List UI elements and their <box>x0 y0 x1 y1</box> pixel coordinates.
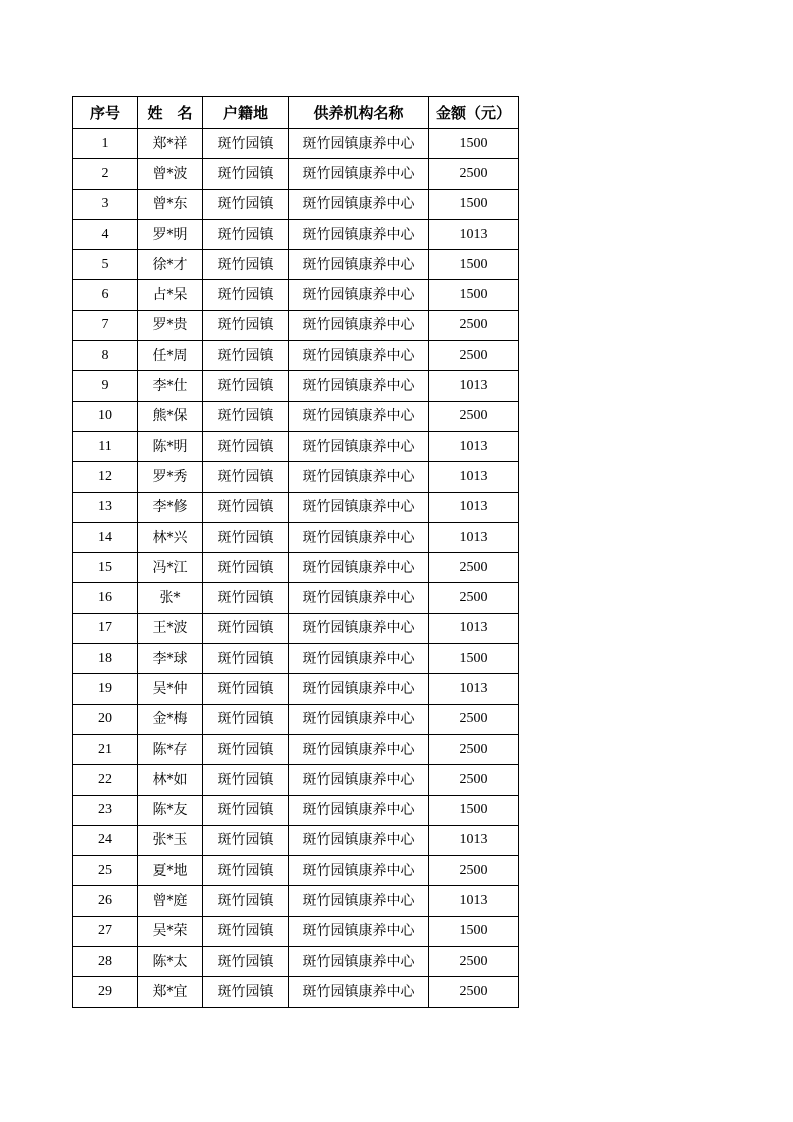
table-row <box>73 644 519 674</box>
cell-amount: 2500 <box>429 977 519 1007</box>
cell-institution: 斑竹园镇康养中心 <box>289 341 429 371</box>
cell-hometown: 斑竹园镇 <box>203 613 289 643</box>
cell-hometown: 斑竹园镇 <box>203 371 289 401</box>
table-row <box>73 280 519 310</box>
cell-name: 王*波 <box>138 613 203 643</box>
cell-hometown: 斑竹园镇 <box>203 825 289 855</box>
cell-name: 张*玉 <box>138 825 203 855</box>
cell-seq: 13 <box>73 492 138 522</box>
cell-seq: 14 <box>73 522 138 552</box>
table-row <box>73 159 519 189</box>
cell-amount: 1013 <box>429 462 519 492</box>
cell-seq: 2 <box>73 159 138 189</box>
cell-amount: 1013 <box>429 219 519 249</box>
cell-name: 罗*贵 <box>138 310 203 340</box>
cell-amount: 1500 <box>429 916 519 946</box>
cell-name: 占*呆 <box>138 280 203 310</box>
cell-amount: 1013 <box>429 825 519 855</box>
header-name: 姓 名 <box>138 97 203 129</box>
cell-institution: 斑竹园镇康养中心 <box>289 583 429 613</box>
table-row <box>73 795 519 825</box>
cell-name: 罗*明 <box>138 219 203 249</box>
cell-seq: 23 <box>73 795 138 825</box>
table-row <box>73 856 519 886</box>
cell-name: 金*梅 <box>138 704 203 734</box>
cell-amount: 2500 <box>429 310 519 340</box>
cell-institution: 斑竹园镇康养中心 <box>289 310 429 340</box>
cell-institution: 斑竹园镇康养中心 <box>289 977 429 1007</box>
cell-institution: 斑竹园镇康养中心 <box>289 765 429 795</box>
cell-name: 吴*荣 <box>138 916 203 946</box>
table-row <box>73 583 519 613</box>
cell-institution: 斑竹园镇康养中心 <box>289 462 429 492</box>
cell-hometown: 斑竹园镇 <box>203 219 289 249</box>
cell-amount: 1500 <box>429 795 519 825</box>
cell-amount: 1013 <box>429 431 519 461</box>
cell-name: 李*球 <box>138 644 203 674</box>
cell-institution: 斑竹园镇康养中心 <box>289 371 429 401</box>
table-row <box>73 765 519 795</box>
table-row <box>73 947 519 977</box>
cell-name: 陈*友 <box>138 795 203 825</box>
cell-seq: 11 <box>73 431 138 461</box>
cell-institution: 斑竹园镇康养中心 <box>289 401 429 431</box>
cell-amount: 1500 <box>429 129 519 159</box>
table-row <box>73 734 519 764</box>
cell-seq: 5 <box>73 250 138 280</box>
cell-institution: 斑竹园镇康养中心 <box>289 674 429 704</box>
cell-name: 郑*祥 <box>138 129 203 159</box>
cell-institution: 斑竹园镇康养中心 <box>289 856 429 886</box>
cell-institution: 斑竹园镇康养中心 <box>289 734 429 764</box>
cell-institution: 斑竹园镇康养中心 <box>289 219 429 249</box>
table-row <box>73 492 519 522</box>
cell-institution: 斑竹园镇康养中心 <box>289 129 429 159</box>
cell-hometown: 斑竹园镇 <box>203 310 289 340</box>
cell-institution: 斑竹园镇康养中心 <box>289 492 429 522</box>
cell-seq: 15 <box>73 553 138 583</box>
table-row <box>73 674 519 704</box>
cell-seq: 22 <box>73 765 138 795</box>
cell-seq: 1 <box>73 129 138 159</box>
cell-seq: 28 <box>73 947 138 977</box>
cell-hometown: 斑竹园镇 <box>203 583 289 613</box>
cell-name: 冯*江 <box>138 553 203 583</box>
cell-seq: 9 <box>73 371 138 401</box>
cell-institution: 斑竹园镇康养中心 <box>289 644 429 674</box>
cell-institution: 斑竹园镇康养中心 <box>289 704 429 734</box>
cell-seq: 8 <box>73 341 138 371</box>
cell-hometown: 斑竹园镇 <box>203 795 289 825</box>
cell-amount: 1013 <box>429 492 519 522</box>
cell-hometown: 斑竹园镇 <box>203 734 289 764</box>
cell-amount: 1013 <box>429 674 519 704</box>
cell-hometown: 斑竹园镇 <box>203 341 289 371</box>
header-hometown: 户籍地 <box>203 97 289 129</box>
cell-name: 曾*东 <box>138 189 203 219</box>
cell-amount: 1013 <box>429 886 519 916</box>
table-body <box>73 129 519 1008</box>
cell-hometown: 斑竹园镇 <box>203 947 289 977</box>
cell-hometown: 斑竹园镇 <box>203 765 289 795</box>
table-row <box>73 250 519 280</box>
cell-name: 陈*明 <box>138 431 203 461</box>
cell-amount: 2500 <box>429 553 519 583</box>
cell-hometown: 斑竹园镇 <box>203 280 289 310</box>
cell-seq: 26 <box>73 886 138 916</box>
cell-seq: 21 <box>73 734 138 764</box>
table-row <box>73 129 519 159</box>
header-seq: 序号 <box>73 97 138 129</box>
cell-name: 李*修 <box>138 492 203 522</box>
cell-amount: 1013 <box>429 522 519 552</box>
cell-name: 曾*庭 <box>138 886 203 916</box>
cell-name: 林*如 <box>138 765 203 795</box>
cell-hometown: 斑竹园镇 <box>203 644 289 674</box>
cell-hometown: 斑竹园镇 <box>203 916 289 946</box>
cell-hometown: 斑竹园镇 <box>203 189 289 219</box>
cell-seq: 25 <box>73 856 138 886</box>
cell-hometown: 斑竹园镇 <box>203 977 289 1007</box>
cell-name: 陈*太 <box>138 947 203 977</box>
cell-seq: 12 <box>73 462 138 492</box>
cell-seq: 29 <box>73 977 138 1007</box>
cell-seq: 7 <box>73 310 138 340</box>
cell-seq: 18 <box>73 644 138 674</box>
cell-hometown: 斑竹园镇 <box>203 492 289 522</box>
cell-institution: 斑竹园镇康养中心 <box>289 189 429 219</box>
table-row <box>73 522 519 552</box>
cell-seq: 20 <box>73 704 138 734</box>
cell-amount: 1013 <box>429 371 519 401</box>
cell-institution: 斑竹园镇康养中心 <box>289 613 429 643</box>
cell-amount: 2500 <box>429 734 519 764</box>
cell-hometown: 斑竹园镇 <box>203 886 289 916</box>
cell-amount: 2500 <box>429 765 519 795</box>
cell-hometown: 斑竹园镇 <box>203 704 289 734</box>
cell-institution: 斑竹园镇康养中心 <box>289 522 429 552</box>
cell-institution: 斑竹园镇康养中心 <box>289 553 429 583</box>
cell-amount: 1500 <box>429 250 519 280</box>
cell-amount: 1500 <box>429 644 519 674</box>
cell-hometown: 斑竹园镇 <box>203 856 289 886</box>
header-amount: 金额（元） <box>429 97 519 129</box>
cell-institution: 斑竹园镇康养中心 <box>289 825 429 855</box>
cell-name: 张* <box>138 583 203 613</box>
cell-amount: 1500 <box>429 189 519 219</box>
cell-institution: 斑竹园镇康养中心 <box>289 431 429 461</box>
table-row <box>73 704 519 734</box>
table-row <box>73 916 519 946</box>
table-row <box>73 462 519 492</box>
table-header <box>73 97 519 129</box>
cell-name: 熊*保 <box>138 401 203 431</box>
table-row <box>73 341 519 371</box>
cell-seq: 17 <box>73 613 138 643</box>
cell-amount: 2500 <box>429 583 519 613</box>
table-row <box>73 431 519 461</box>
table-row <box>73 401 519 431</box>
cell-seq: 16 <box>73 583 138 613</box>
cell-amount: 2500 <box>429 159 519 189</box>
table-row <box>73 825 519 855</box>
cell-institution: 斑竹园镇康养中心 <box>289 916 429 946</box>
cell-amount: 1500 <box>429 280 519 310</box>
cell-hometown: 斑竹园镇 <box>203 674 289 704</box>
cell-institution: 斑竹园镇康养中心 <box>289 250 429 280</box>
cell-name: 李*仕 <box>138 371 203 401</box>
table-row <box>73 886 519 916</box>
cell-amount: 2500 <box>429 947 519 977</box>
cell-seq: 24 <box>73 825 138 855</box>
cell-institution: 斑竹园镇康养中心 <box>289 886 429 916</box>
table-row <box>73 371 519 401</box>
cell-hometown: 斑竹园镇 <box>203 431 289 461</box>
cell-name: 夏*地 <box>138 856 203 886</box>
cell-seq: 19 <box>73 674 138 704</box>
support-allowance-table <box>72 96 519 1008</box>
cell-name: 吴*仲 <box>138 674 203 704</box>
cell-hometown: 斑竹园镇 <box>203 462 289 492</box>
cell-hometown: 斑竹园镇 <box>203 250 289 280</box>
cell-hometown: 斑竹园镇 <box>203 553 289 583</box>
cell-hometown: 斑竹园镇 <box>203 159 289 189</box>
table-row <box>73 310 519 340</box>
cell-name: 曾*波 <box>138 159 203 189</box>
cell-seq: 27 <box>73 916 138 946</box>
header-row <box>73 97 519 129</box>
table-row <box>73 977 519 1007</box>
cell-seq: 6 <box>73 280 138 310</box>
cell-amount: 2500 <box>429 401 519 431</box>
cell-name: 陈*存 <box>138 734 203 764</box>
cell-institution: 斑竹园镇康养中心 <box>289 280 429 310</box>
cell-amount: 2500 <box>429 856 519 886</box>
header-institution: 供养机构名称 <box>289 97 429 129</box>
cell-seq: 10 <box>73 401 138 431</box>
cell-hometown: 斑竹园镇 <box>203 522 289 552</box>
cell-hometown: 斑竹园镇 <box>203 129 289 159</box>
cell-amount: 2500 <box>429 704 519 734</box>
cell-hometown: 斑竹园镇 <box>203 401 289 431</box>
cell-amount: 1013 <box>429 613 519 643</box>
cell-name: 罗*秀 <box>138 462 203 492</box>
table-row <box>73 613 519 643</box>
cell-seq: 3 <box>73 189 138 219</box>
cell-seq: 4 <box>73 219 138 249</box>
cell-name: 郑*宜 <box>138 977 203 1007</box>
cell-institution: 斑竹园镇康养中心 <box>289 795 429 825</box>
cell-name: 徐*才 <box>138 250 203 280</box>
cell-name: 林*兴 <box>138 522 203 552</box>
cell-name: 任*周 <box>138 341 203 371</box>
table-row <box>73 189 519 219</box>
cell-amount: 2500 <box>429 341 519 371</box>
table-row <box>73 219 519 249</box>
cell-institution: 斑竹园镇康养中心 <box>289 947 429 977</box>
table-row <box>73 553 519 583</box>
cell-institution: 斑竹园镇康养中心 <box>289 159 429 189</box>
